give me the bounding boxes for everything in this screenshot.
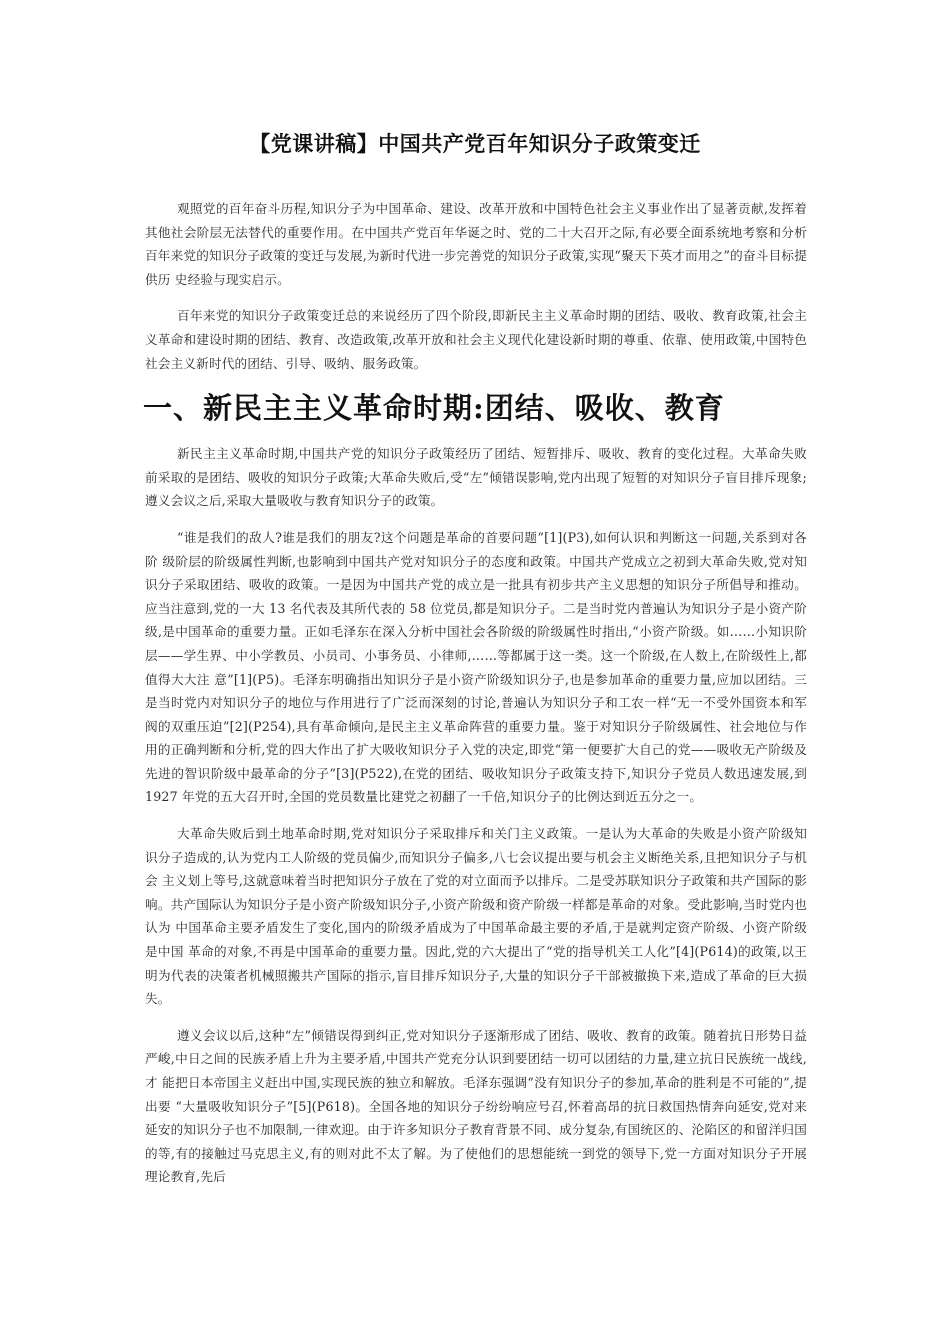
intro-paragraph-2: 百年来党的知识分子政策变迁总的来说经历了四个阶段,即新民主主义革命时期的团结、吸收、教育政策,社会主义革命和建设时期的团结、教育、改造政策,改革开放和社会主义现代化建设新时期的尊重、依靠、使用政策,中国特色社会主义新时代的团结、引导、吸纳、服务政策。	[145, 308, 807, 371]
section-heading: 一、新民主主义革命时期:团结、吸收、教育	[143, 391, 725, 426]
intro-paragraph-1: 观照党的百年奋斗历程,知识分子为中国革命、建设、改革开放和中国特色社会主义事业作出了显著贡献,发挥着其他社会阶层无法替代的重要作用。在中国共产党百年华诞之时、党的二十大召开之际,有必要全面系统地考察和分析百年来党的知识分子政策的变迁与发展,为新时代进一步完善党的知识分子政策,实现“聚天下英才而用之”的奋斗目标提供历 史经验与现实启示。	[145, 201, 807, 287]
document-title: 【党课讲稿】中国共产党百年知识分子政策变迁	[249, 132, 701, 156]
section-paragraph-2: “谁是我们的敌人?谁是我们的朋友?这个问题是革命的首要问题”[1](P3),如何认识和判断这一问题,关系到对各阶 级阶层的阶级属性判断,也影响到中国共产党对知识分子的态度和政策。中国共产党成立之初到大革命失败,党对知识分子采取团结、吸收的政策。一是因为中国共产党的成立是一批具有初步共产主义思想的知识分子所倡导和推动。应当注意到,党的一大 13 名代表及其所代表的 58 位党员,都是知识分子。二是当时党内普遍认为知识分子是小资产阶级,是中国革命的重要力量。正如毛泽东在深入分析中国社会各阶级的阶级属性时指出,“小资产阶级。如……小知识阶层——学生界、中小学教员、小员司、小事务员、小律师,……等都属于这一类。这一个阶级,在人数上,在阶级性上,都值得大大注 意”[1](P5)。毛泽东明确指出知识分子是小资产阶级知识分子,也是参加革命的重要力量,应加以团结。三是当时党内对知识分子的地位与作用进行了广泛而深刻的讨论,普遍认为知识分子和工农一样“无一不受外国资本和军阀的双重压迫”[2](P254),具有革命倾向,是民主主义革命阵营的重要力量。鉴于对知识分子阶级属性、社会地位与作用的正确判断和分析,党的四大作出了扩大吸收知识分子入党的决定,即党“第一便要扩大自己的党——吸收无产阶级及先进的智识阶级中最革命的分子”[3](P522),在党的团结、吸收知识分子政策支持下,知识分子党员人数迅速发展,到 1927 年党的五大召开时,全国的党员数量比建党之初翻了一千倍,知识分子的比例达到近五分之一。	[145, 529, 807, 805]
section-paragraph-4: 遵义会议以后,这种“左”倾错误得到纠正,党对知识分子逐渐形成了团结、吸收、教育的政策。随着抗日形势日益严峻,中日之间的民族矛盾上升为主要矛盾,中国共产党充分认识到要团结一切可以团结的力量,建立抗日民族统一战线,才 能把日本帝国主义赶出中国,实现民族的独立和解放。毛泽东强调“没有知识分子的参加,革命的胜利是不可能的”,提出要 “大量吸收知识分子”[5](P618)。全国各地的知识分子纷纷响应号召,怀着高昂的抗日救国热情奔向延安,党对来延安的知识分子也不加限制,一律欢迎。由于许多知识分子教育背景不同、成分复杂,有国统区的、沦陷区的和留洋归国的等,有的接触过马克思主义,有的则对此不太了解。为了使他们的思想能统一到党的领导下,党一方面对知识分子开展理论教育,先后	[145, 1027, 807, 1185]
document-body	[145, 197, 807, 1202]
section-paragraph-1: 新民主主义革命时期,中国共产党的知识分子政策经历了团结、短暂排斥、吸收、教育的变化过程。大革命失败前采取的是团结、吸收的知识分子政策;大革命失败后,受“左”倾错误影响,党内出现了短暂的对知识分子盲目排斥现象;遵义会议之后,采取大量吸收与教育知识分子的政策。	[145, 446, 807, 509]
section-paragraph-3: 大革命失败后到土地革命时期,党对知识分子采取排斥和关门主义政策。一是认为大革命的失败是小资产阶级知识分子造成的,认为党内工人阶级的党员偏少,而知识分子偏多,八七会议提出要与机会主义断绝关系,且把知识分子与机会 主义划上等号,这就意味着当时把知识分子放在了党的对立面而予以排斥。二是受苏联知识分子政策和共产国际的影响。共产国际认为知识分子是小资产阶级知识分子,小资产阶级和资产阶级一样都是革命的对象。受此影响,当时党内也认为 中国革命主要矛盾发生了变化,国内的阶级矛盾成为了中国革命最主要的矛盾,于是就判定资产阶级、小资产阶级是中国 革命的对象,不再是中国革命的重要力量。因此,党的六大提出了“党的指导机关工人化”[4](P614)的政策,以王明为代表的决策者机械照搬共产国际的指示,盲目排斥知识分子,大量的知识分子干部被撤换下来,造成了革命的巨大损失。	[145, 826, 808, 1007]
